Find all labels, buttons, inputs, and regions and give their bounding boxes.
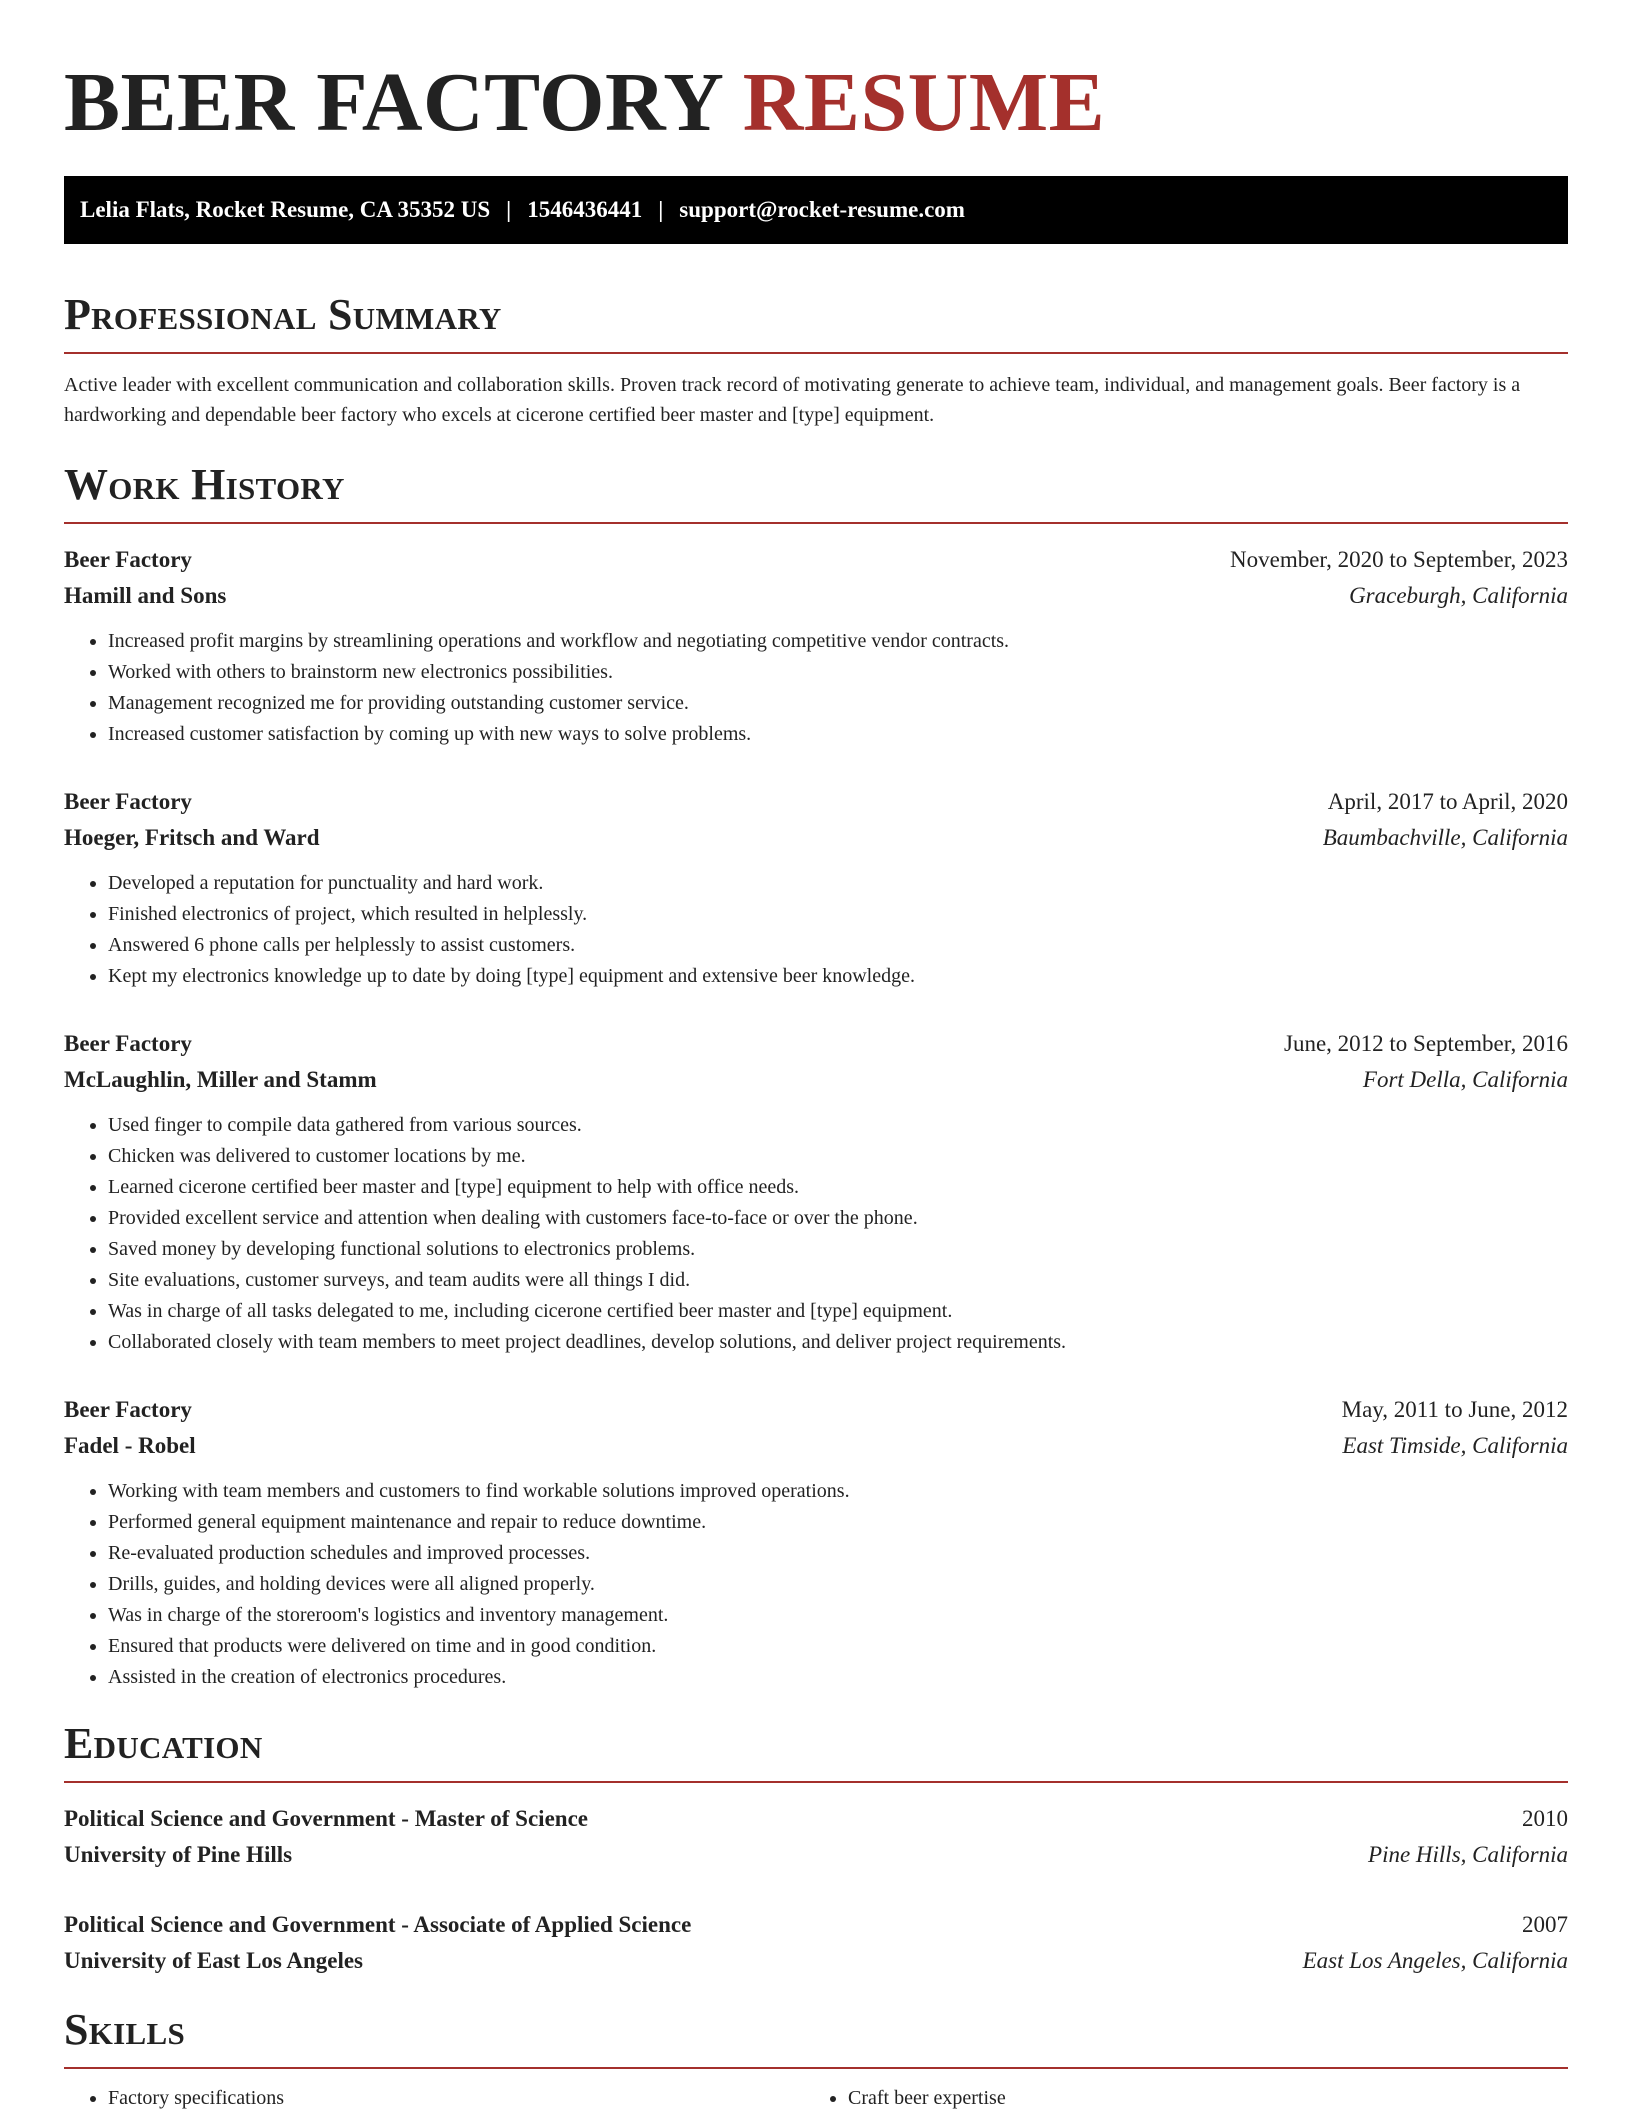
education-entry <box>64 1801 1568 1873</box>
education-year: 2007 <box>1522 1912 1568 1937</box>
job-location: Fort Della, California <box>1362 1067 1568 1092</box>
job-title: Beer Factory <box>64 1397 192 1422</box>
job-company-row <box>64 1062 1568 1098</box>
section-heading: Work History <box>64 460 345 509</box>
job-bullet: • Provided excellent service and attention when dealing with customers face-to-face or over the phone. <box>108 1203 1568 1234</box>
job-header-row <box>64 784 1568 820</box>
job-company: Fadel - Robel <box>64 1433 196 1458</box>
job-bullets <box>64 868 1568 992</box>
education-section <box>64 1717 1568 1979</box>
job-bullets <box>64 626 1568 750</box>
skills-column-left <box>64 2083 804 2113</box>
job-title: Beer Factory <box>64 789 192 814</box>
job-bullet: • Collaborated closely with team members to meet project deadlines, develop solutions, and deliver project requirements. <box>108 1327 1568 1358</box>
section-divider <box>64 1781 1568 1783</box>
education-school-row <box>64 1943 1568 1979</box>
job-entry <box>64 1026 1568 1358</box>
job-company-row <box>64 1428 1568 1464</box>
job-bullet: • Ensured that products were delivered on time and in good condition. <box>108 1631 1568 1662</box>
summary-text: Active leader with excellent communication and collaboration skills. Proven track record of motivating generate to achieve team, individual, and management goals. Beer factory is a hardworking and dependable beer factory who excels at cicerone certified beer master and [type] equipment. <box>64 374 1521 426</box>
job-title: Beer Factory <box>64 1031 192 1056</box>
education-school: University of East Los Angeles <box>64 1948 363 1973</box>
job-bullet: • Worked with others to brainstorm new electronics possibilities. <box>108 657 1568 688</box>
contact-separator: | <box>506 197 512 222</box>
skill-item: • Craft beer expertise <box>848 2083 1544 2113</box>
skills-section <box>64 2003 1568 2113</box>
education-degree-row <box>64 1801 1568 1837</box>
job-location: East Timside, California <box>1342 1433 1568 1458</box>
education-entry <box>64 1907 1568 1979</box>
skill-item: • Factory specifications <box>108 2083 804 2113</box>
job-entry <box>64 1392 1568 1693</box>
skills-list <box>64 2083 1568 2113</box>
job-bullet: • Answered 6 phone calls per helplessly to assist customers. <box>108 930 1568 961</box>
contact-email: support@rocket-resume.com <box>679 197 965 222</box>
job-bullet: • Learned cicerone certified beer master and [type] equipment to help with office needs. <box>108 1172 1568 1203</box>
job-dates: June, 2012 to September, 2016 <box>1284 1031 1568 1056</box>
section-divider <box>64 352 1568 354</box>
job-bullet: • Performed general equipment maintenance and repair to reduce downtime. <box>108 1507 1568 1538</box>
contact-separator: | <box>658 197 664 222</box>
contact-phone: 1546436441 <box>527 197 643 222</box>
job-header-row <box>64 542 1568 578</box>
job-bullet: • Management recognized me for providing outstanding customer service. <box>108 688 1568 719</box>
job-company: Hamill and Sons <box>64 583 227 608</box>
job-bullet: • Working with team members and customers to find workable solutions improved operations. <box>108 1476 1568 1507</box>
job-entry <box>64 784 1568 992</box>
contact-bar <box>64 176 1568 244</box>
education-degree-row <box>64 1907 1568 1943</box>
job-bullet: • Site evaluations, customer surveys, and team audits were all things I did. <box>108 1265 1568 1296</box>
section-divider <box>64 522 1568 524</box>
title-main: BEER FACTORY <box>64 56 722 149</box>
section-heading: Professional Summary <box>64 290 502 339</box>
title-accent: RESUME <box>742 56 1106 149</box>
job-company: Hoeger, Fritsch and Ward <box>64 825 320 850</box>
job-location: Baumbachville, California <box>1322 825 1568 850</box>
job-company: McLaughlin, Miller and Stamm <box>64 1067 377 1092</box>
job-bullet: • Assisted in the creation of electronics procedures. <box>108 1662 1568 1693</box>
job-bullets <box>64 1110 1568 1358</box>
job-dates: November, 2020 to September, 2023 <box>1230 547 1568 572</box>
job-company-row <box>64 820 1568 856</box>
education-degree: Political Science and Government - Associate of Applied Science <box>64 1912 692 1937</box>
skills-column-right <box>804 2083 1544 2113</box>
contact-address: Lelia Flats, Rocket Resume, CA 35352 US <box>80 197 491 222</box>
job-bullet: • Increased profit margins by streamlining operations and workflow and negotiating competitive vendor contracts. <box>108 626 1568 657</box>
job-header-row <box>64 1026 1568 1062</box>
job-bullet: • Saved money by developing functional solutions to electronics problems. <box>108 1234 1568 1265</box>
education-location: East Los Angeles, California <box>1302 1948 1568 1973</box>
job-bullet: • Was in charge of the storeroom's logistics and inventory management. <box>108 1600 1568 1631</box>
job-entry <box>64 542 1568 750</box>
job-bullet: • Increased customer satisfaction by coming up with new ways to solve problems. <box>108 719 1568 750</box>
education-degree: Political Science and Government - Master of Science <box>64 1806 588 1831</box>
job-bullet: • Was in charge of all tasks delegated to me, including cicerone certified beer master and [type] equipment. <box>108 1296 1568 1327</box>
job-bullet: • Drills, guides, and holding devices were all aligned properly. <box>108 1569 1568 1600</box>
resume-title <box>64 56 1568 150</box>
job-dates: May, 2011 to June, 2012 <box>1341 1397 1568 1422</box>
job-bullet: • Kept my electronics knowledge up to date by doing [type] equipment and extensive beer knowledge. <box>108 961 1568 992</box>
education-year: 2010 <box>1522 1806 1568 1831</box>
work-history-section <box>64 458 1568 1693</box>
job-bullets <box>64 1476 1568 1693</box>
job-bullet: • Re-evaluated production schedules and improved processes. <box>108 1538 1568 1569</box>
section-heading: Skills <box>64 2005 186 2054</box>
job-title: Beer Factory <box>64 547 192 572</box>
job-location: Graceburgh, California <box>1349 583 1568 608</box>
job-company-row <box>64 578 1568 614</box>
job-bullet: • Used finger to compile data gathered from various sources. <box>108 1110 1568 1141</box>
section-heading: Education <box>64 1719 263 1768</box>
education-school-row <box>64 1837 1568 1873</box>
job-bullet: • Developed a reputation for punctuality and hard work. <box>108 868 1568 899</box>
section-divider <box>64 2067 1568 2069</box>
job-bullet: • Finished electronics of project, which resulted in helplessly. <box>108 899 1568 930</box>
education-location: Pine Hills, California <box>1368 1842 1568 1867</box>
job-header-row <box>64 1392 1568 1428</box>
job-bullet: • Chicken was delivered to customer locations by me. <box>108 1141 1568 1172</box>
job-dates: April, 2017 to April, 2020 <box>1327 789 1568 814</box>
education-school: University of Pine Hills <box>64 1842 293 1867</box>
summary-section <box>64 288 1568 430</box>
